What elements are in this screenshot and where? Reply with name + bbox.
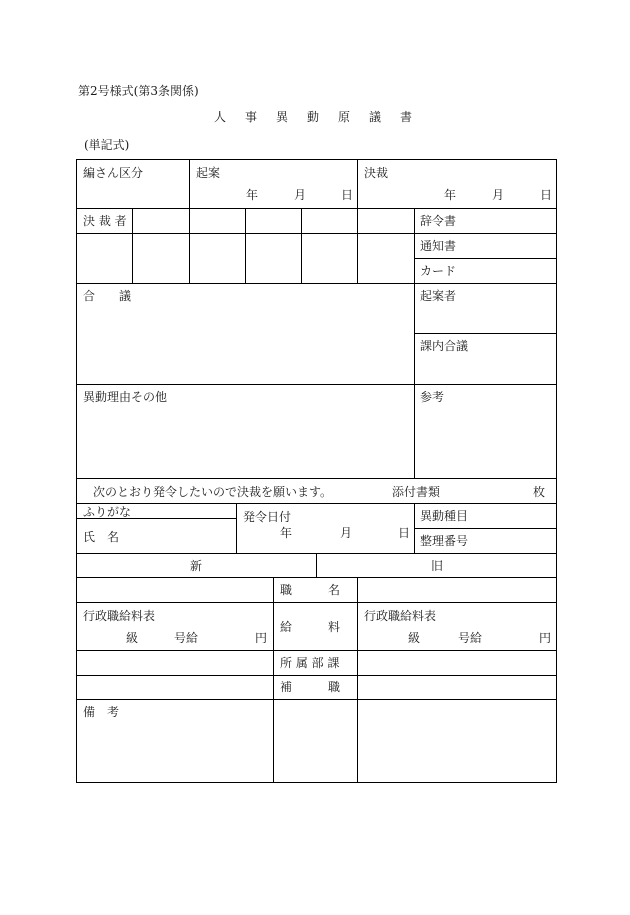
table-border-right xyxy=(556,159,557,783)
side-item-card: カード xyxy=(420,264,457,278)
side-item-notice: 通知書 xyxy=(420,239,457,253)
reference-number-label: 整理番号 xyxy=(420,534,469,548)
draft-month-unit: 月 xyxy=(294,188,307,202)
grid-line xyxy=(273,577,274,783)
grid-line xyxy=(76,503,557,504)
draft-year-unit: 年 xyxy=(246,188,259,202)
form-number: 第2号様式(第3条関係) xyxy=(78,84,199,98)
decision-month-unit: 月 xyxy=(492,188,505,202)
grid-line xyxy=(357,577,358,783)
remarks-label: 備 考 xyxy=(83,705,120,719)
table-border-left xyxy=(76,159,77,783)
table-border-top xyxy=(76,159,557,160)
decision-day-unit: 日 xyxy=(540,188,553,202)
old-column-label: 旧 xyxy=(431,559,444,573)
grid-line xyxy=(301,208,302,284)
request-statement: 次のとおり発令したいので決裁を願います。 xyxy=(93,485,333,499)
yen-old-unit: 円 xyxy=(539,631,552,645)
grid-line xyxy=(76,283,557,284)
grid-line xyxy=(414,528,557,529)
salary-label: 給 料 xyxy=(280,620,341,634)
side-item-appointment-letter: 辞令書 xyxy=(420,214,457,228)
title-char: 動 xyxy=(307,110,320,124)
table-border-bottom xyxy=(76,782,557,783)
draft-label: 起案 xyxy=(196,166,221,180)
approvers-label: 決 裁 者 xyxy=(83,214,127,228)
grid-line xyxy=(189,159,190,208)
title-char: 異 xyxy=(276,110,289,124)
reason-label: 異動理由その他 xyxy=(83,390,168,404)
grid-line xyxy=(316,553,317,578)
grid-line xyxy=(76,233,557,234)
name-label: 氏 名 xyxy=(83,530,120,544)
title-char: 議 xyxy=(369,110,382,124)
section-consultation-label: 課内合議 xyxy=(420,339,469,353)
grid-line xyxy=(189,208,190,284)
issue-day-unit: 日 xyxy=(398,526,411,540)
grid-line xyxy=(414,333,557,334)
grid-line xyxy=(76,384,557,385)
issue-date-label: 発令日付 xyxy=(243,510,292,524)
form-type: (単記式) xyxy=(84,138,130,152)
grid-line xyxy=(414,258,557,259)
step-new-unit: 号給 xyxy=(174,631,199,645)
drafter-label: 起案者 xyxy=(420,289,457,303)
grid-line xyxy=(132,208,133,284)
job-title-label: 職 名 xyxy=(280,583,341,597)
title-char: 人 xyxy=(214,110,227,124)
department-label: 所 属 部 課 xyxy=(280,656,340,670)
salary-table-new: 行政職給料表 xyxy=(83,609,156,623)
decision-label: 決裁 xyxy=(364,166,389,180)
category-label: 編さん区分 xyxy=(83,166,144,180)
grid-line xyxy=(76,602,557,603)
draft-day-unit: 日 xyxy=(341,188,354,202)
consultation-label: 合 議 xyxy=(83,289,132,303)
grid-line xyxy=(357,208,358,284)
issue-month-unit: 月 xyxy=(340,526,353,540)
decision-year-unit: 年 xyxy=(444,188,457,202)
sheet-unit: 枚 xyxy=(533,485,546,499)
grid-line xyxy=(76,699,557,700)
transfer-type-label: 異動種目 xyxy=(420,509,469,523)
grid-line xyxy=(245,208,246,284)
yen-new-unit: 円 xyxy=(255,631,268,645)
grade-old-unit: 級 xyxy=(408,631,421,645)
grade-new-unit: 級 xyxy=(126,631,139,645)
attachment-label: 添付書類 xyxy=(392,485,441,499)
new-column-label: 新 xyxy=(190,559,203,573)
grid-line xyxy=(76,478,557,479)
grid-line xyxy=(357,159,358,208)
grid-line xyxy=(76,675,557,676)
grid-line xyxy=(76,577,557,578)
reference-label: 参考 xyxy=(420,390,445,404)
step-old-unit: 号給 xyxy=(458,631,483,645)
supplementary-post-label: 補 職 xyxy=(280,680,341,694)
document-title xyxy=(214,110,414,124)
salary-table-old: 行政職給料表 xyxy=(364,609,437,623)
grid-line xyxy=(414,283,415,479)
title-char: 事 xyxy=(245,110,258,124)
issue-year-unit: 年 xyxy=(280,526,293,540)
title-char: 書 xyxy=(400,110,413,124)
grid-line xyxy=(414,208,415,284)
grid-line xyxy=(76,650,557,651)
furigana-label: ふりがな xyxy=(83,505,132,519)
title-char: 原 xyxy=(338,110,351,124)
grid-line xyxy=(236,503,237,553)
grid-line xyxy=(76,208,557,209)
